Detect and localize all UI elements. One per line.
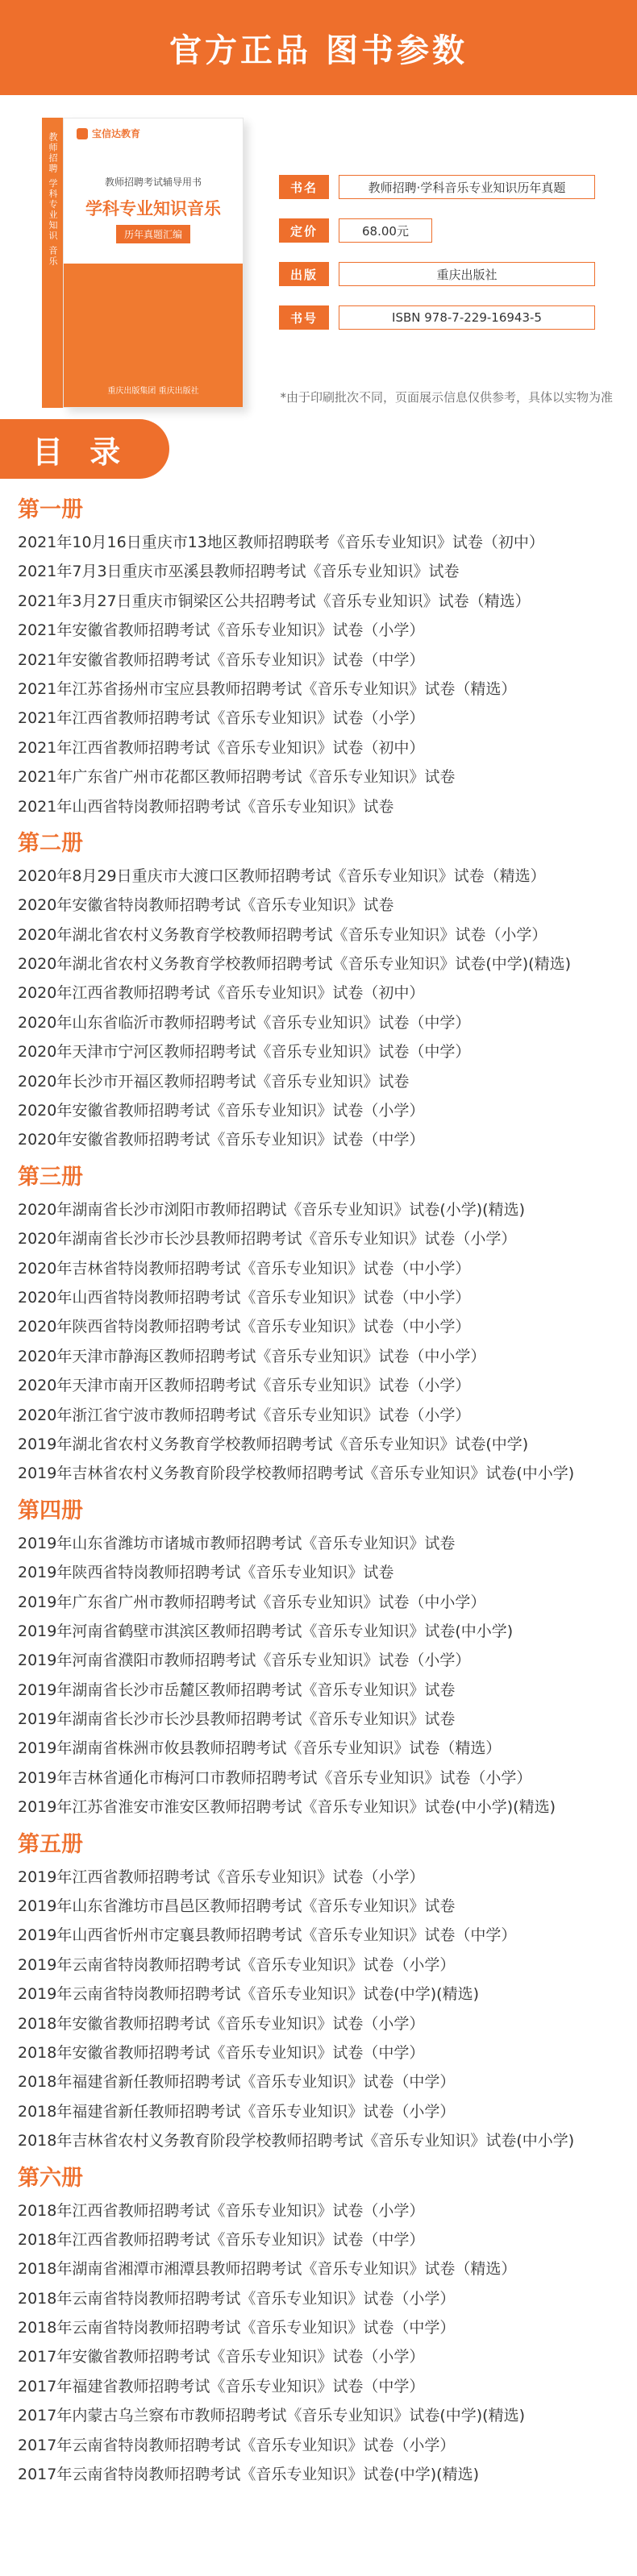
toc-item: 2019年陕西省特岗教师招聘考试《音乐专业知识》试卷 [18,1564,394,1582]
toc-item: 2020年安徽省特岗教师招聘考试《音乐专业知识》试卷 [18,896,394,915]
toc-item: 2020年天津市静海区教师招聘考试《音乐专业知识》试卷（中小学） [18,1347,486,1365]
toc-item: 2019年吉林省通化市梅河口市教师招聘考试《音乐专业知识》试卷（小学） [18,1768,532,1787]
toc-volume [18,492,631,821]
book-spine-text: 教师招聘 学科专业知识 音乐 [48,132,58,267]
toc-item: 2017年内蒙古乌兰察布市教师招聘考试《音乐专业知识》试卷(中学)(精选) [18,2407,526,2425]
toc-volume [18,1160,631,1489]
toc-item: 2020年山西省特岗教师招聘考试《音乐专业知识》试卷（中小学） [18,1288,471,1307]
toc-volume [18,826,631,1155]
volume-title: 第一册 [18,497,83,522]
volume-title: 第二册 [18,830,83,856]
toc-item: 2018年吉林省农村义务教育阶段学校教师招聘考试《音乐专业知识》试卷(中小学) [18,2132,575,2150]
param-value: 重庆出版社 [339,262,595,286]
toc-item: 2021年山西省特岗教师招聘考试《音乐专业知识》试卷 [18,797,394,816]
toc-volumes [18,488,631,2489]
toc-item: 2020年湖北省农村义务教育学校教师招聘考试《音乐专业知识》试卷（小学） [18,925,547,944]
logo-text: 宝信达教育 [92,128,141,139]
param-value: 68.00元 [339,218,432,243]
param-value: 教师招聘·学科音乐专业知识历年真题 [339,175,595,199]
toc-item: 2020年浙江省宁波市教师招聘考试《音乐专业知识》试卷（小学） [18,1406,471,1424]
toc-item: 2018年云南省特岗教师招聘考试《音乐专业知识》试卷（小学） [18,2289,456,2308]
toc-item: 2019年广东省广州市教师招聘考试《音乐专业知识》试卷（中小学） [18,1593,486,1611]
toc-item: 2021年江苏省扬州市宝应县教师招聘考试《音乐专业知识》试卷（精选） [18,679,517,698]
toc-item: 2018年福建省新任教师招聘考试《音乐专业知识》试卷（小学） [18,2102,456,2121]
param-row-publisher [279,260,602,289]
param-row-name [279,172,602,202]
toc-item: 2018年湖南省湘潭市湘潭县教师招聘考试《音乐专业知识》试卷（精选） [18,2260,517,2279]
toc-item: 2018年云南省特岗教师招聘考试《音乐专业知识》试卷（中学） [18,2319,456,2337]
toc-item: 2020年湖北省农村义务教育学校教师招聘考试《音乐专业知识》试卷(中学)(精选) [18,955,572,974]
toc-item: 2020年天津市宁河区教师招聘考试《音乐专业知识》试卷（中学） [18,1043,471,1062]
param-value: ISBN 978-7-229-16943-5 [339,305,595,330]
param-label: 定价 [279,218,329,243]
param-label: 书号 [279,305,329,330]
book-front-cover [63,118,244,408]
toc-item: 2019年云南省特岗教师招聘考试《音乐专业知识》试卷(中学)(精选) [18,1985,480,2004]
toc-item: 2020年8月29日重庆市大渡口区教师招聘考试《音乐专业知识》试卷（精选） [18,866,546,885]
toc-item: 2021年10月16日重庆市13地区教师招聘联考《音乐专业知识》试卷（初中） [18,534,544,551]
toc-item: 2021年安徽省教师招聘考试《音乐专业知识》试卷（小学） [18,621,425,640]
toc-item: 2020年长沙市开福区教师招聘考试《音乐专业知识》试卷 [18,1072,410,1091]
toc-item: 2019年山东省潍坊市昌邑区教师招聘考试《音乐专业知识》试卷 [18,1897,456,1916]
param-label: 书名 [279,175,329,199]
toc-item: 2017年安徽省教师招聘考试《音乐专业知识》试卷（小学） [18,2348,425,2366]
toc-item: 2017年云南省特岗教师招聘考试《音乐专业知识》试卷（小学） [18,2436,456,2454]
param-label: 出版 [279,262,329,286]
book-series: 教师招聘考试辅导用书 [104,177,202,188]
publisher-logo [77,127,140,140]
book-spine [42,118,63,408]
toc-item: 2019年河南省濮阳市教师招聘考试《音乐专业知识》试卷（小学） [18,1652,471,1670]
toc-item: 2019年山东省潍坊市诸城市教师招聘考试《音乐专业知识》试卷 [18,1534,456,1552]
toc-item: 2019年江西省教师招聘考试《音乐专业知识》试卷（小学） [18,1868,425,1886]
volume-title: 第三册 [18,1164,83,1190]
top-banner [0,0,637,95]
toc-item: 2020年天津市南开区教师招聘考试《音乐专业知识》试卷（小学） [18,1377,471,1395]
logo-icon [77,128,88,139]
toc-item: 2017年福建省教师招聘考试《音乐专业知识》试卷（中学） [18,2377,425,2395]
toc-item: 2018年江西省教师招聘考试《音乐专业知识》试卷（中学） [18,2230,425,2249]
toc-item: 2021年安徽省教师招聘考试《音乐专业知识》试卷（中学） [18,650,425,669]
toc-item: 2020年湖南省长沙市浏阳市教师招聘试《音乐专业知识》试卷(小学)(精选) [18,1200,526,1219]
toc-item: 2020年江西省教师招聘考试《音乐专业知识》试卷（初中） [18,984,425,1003]
book-cover-lower-band [64,264,243,407]
toc-item: 2019年云南省特岗教师招聘考试《音乐专业知识》试卷（小学） [18,1955,456,1974]
param-row-isbn [279,303,602,332]
param-row-price [279,216,602,245]
book-params [279,172,602,347]
toc-volume [18,2161,631,2490]
book-cover-title: 学科专业知识音乐 [85,199,221,218]
toc-item: 2019年湖南省长沙市长沙县教师招聘考试《音乐专业知识》试卷 [18,1710,456,1729]
toc-header [0,419,169,479]
toc-item: 2019年湖南省株洲市攸县教师招聘考试《音乐专业知识》试卷（精选） [18,1739,502,1758]
toc-item: 2018年安徽省教师招聘考试《音乐专业知识》试卷（中学） [18,2043,425,2062]
volume-title: 第五册 [18,1831,83,1857]
book-cover-image [42,118,244,408]
volume-title: 第六册 [18,2165,83,2191]
toc-item: 2019年山西省忻州市定襄县教师招聘考试《音乐专业知识》试卷（中学） [18,1926,517,1945]
toc-volume [18,1494,631,1822]
toc-item: 2020年吉林省特岗教师招聘考试《音乐专业知识》试卷（中小学） [18,1259,471,1278]
toc-item: 2019年湖北省农村义务教育学校教师招聘考试《音乐专业知识》试卷(中学) [18,1435,529,1453]
volume-title: 第四册 [18,1498,83,1523]
book-cover-subtitle: 历年真题汇编 [116,225,190,243]
toc-item: 2020年山东省临沂市教师招聘考试《音乐专业知识》试卷（中学） [18,1013,471,1032]
toc-item: 2020年陕西省特岗教师招聘考试《音乐专业知识》试卷（中小学） [18,1318,471,1336]
toc-item: 2019年湖南省长沙市岳麓区教师招聘考试《音乐专业知识》试卷 [18,1681,456,1699]
toc-item: 2020年安徽省教师招聘考试《音乐专业知识》试卷（小学） [18,1102,425,1120]
toc-item: 2021年江西省教师招聘考试《音乐专业知识》试卷（小学） [18,709,425,728]
toc-item: 2019年吉林省农村义务教育阶段学校教师招聘考试《音乐专业知识》试卷(中小学) [18,1465,575,1483]
banner-title: 官方正品 图书参数 [169,31,468,69]
toc-item: 2019年河南省鹤壁市淇滨区教师招聘考试《音乐专业知识》试卷(中小学) [18,1622,514,1640]
toc-item: 2019年江苏省淮安市淮安区教师招聘考试《音乐专业知识》试卷(中小学)(精选) [18,1798,556,1817]
toc-item: 2018年安徽省教师招聘考试《音乐专业知识》试卷（小学） [18,2014,425,2033]
toc-item: 2020年安徽省教师招聘考试《音乐专业知识》试卷（中学） [18,1131,425,1149]
toc-item: 2021年江西省教师招聘考试《音乐专业知识》试卷（初中） [18,738,425,757]
toc-item: 2021年7月3日重庆市巫溪县教师招聘考试《音乐专业知识》试卷 [18,563,460,581]
toc-item: 2018年江西省教师招聘考试《音乐专业知识》试卷（小学） [18,2201,425,2220]
toc-item: 2017年云南省特岗教师招聘考试《音乐专业知识》试卷(中学)(精选) [18,2466,480,2484]
toc-item: 2021年3月27日重庆市铜梁区公共招聘考试《音乐专业知识》试卷（精选） [18,592,531,610]
toc-item: 2018年福建省新任教师招聘考试《音乐专业知识》试卷（中学） [18,2073,456,2092]
book-cover-publisher: 重庆出版集团 重庆出版社 [107,387,199,396]
book-info-section [0,95,637,418]
toc-volume [18,1827,631,2156]
toc-item: 2021年广东省广州市花都区教师招聘考试《音乐专业知识》试卷 [18,768,456,787]
disclaimer-note: *由于印刷批次不同，页面展示信息仅供参考，具体以实物为准 [280,390,613,405]
toc-item: 2020年湖南省长沙市长沙县教师招聘考试《音乐专业知识》试卷（小学） [18,1230,517,1249]
toc-heading: 目 录 [32,434,129,470]
